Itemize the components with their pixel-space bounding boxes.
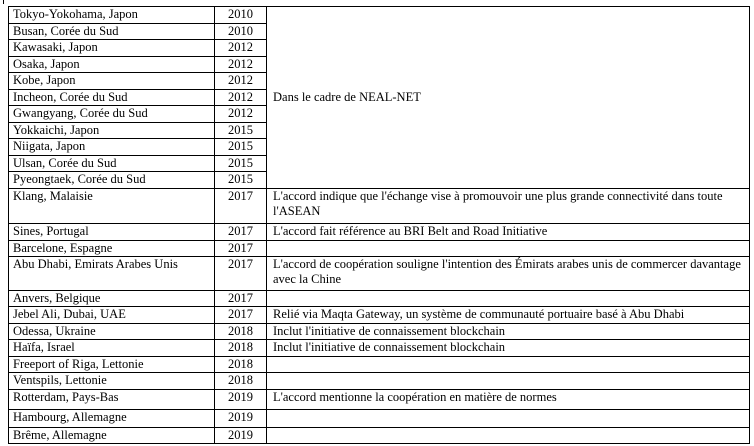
table-row <box>9 340 750 357</box>
table-row <box>9 357 750 373</box>
table-row <box>9 224 750 241</box>
note-cell: Inclut l'initiative de connaissement blockchain <box>267 324 750 340</box>
year-cell: 2018 <box>215 357 267 373</box>
port-cell: Niigata, Japon <box>9 139 215 156</box>
year-cell: 2012 <box>215 40 267 57</box>
port-cell: Brême, Allemagne <box>9 428 215 444</box>
table-row <box>9 324 750 340</box>
port-cell: Jebel Ali, Dubai, UAE <box>9 307 215 324</box>
year-cell: 2017 <box>215 257 267 291</box>
note-cell <box>267 428 750 444</box>
year-cell: 2010 <box>215 24 267 40</box>
table-row <box>9 410 750 428</box>
note-cell: L'accord mentionne la coopération en matière de normes <box>267 390 750 410</box>
year-cell: 2015 <box>215 156 267 172</box>
port-cell: Incheon, Corée du Sud <box>9 90 215 106</box>
port-cell: Yokkaichi, Japon <box>9 123 215 139</box>
port-cell: Hambourg, Allemagne <box>9 410 215 428</box>
year-cell: 2019 <box>215 428 267 444</box>
table-row <box>9 428 750 444</box>
year-cell: 2017 <box>215 241 267 257</box>
year-cell: 2017 <box>215 291 267 307</box>
year-cell: 2012 <box>215 73 267 90</box>
year-cell: 2015 <box>215 139 267 156</box>
page-corner-mark <box>3 0 4 4</box>
note-cell <box>267 410 750 428</box>
note-cell: Dans le cadre de NEAL-NET <box>267 7 750 189</box>
year-cell: 2015 <box>215 172 267 189</box>
port-cell: Ulsan, Corée du Sud <box>9 156 215 172</box>
note-cell: Inclut l'initiative de connaissement blockchain <box>267 340 750 357</box>
year-cell: 2010 <box>215 7 267 24</box>
table-row <box>9 307 750 324</box>
port-cell: Ventspils, Lettonie <box>9 373 215 390</box>
table-row <box>9 291 750 307</box>
year-cell: 2018 <box>215 324 267 340</box>
port-cell: Kobe, Japon <box>9 73 215 90</box>
port-cell: Osaka, Japon <box>9 57 215 73</box>
note-cell: Relié via Maqta Gateway, un système de communauté portuaire basé à Abu Dhabi <box>267 307 750 324</box>
year-cell: 2015 <box>215 123 267 139</box>
year-cell: 2017 <box>215 307 267 324</box>
note-cell <box>267 291 750 307</box>
table-row <box>9 373 750 390</box>
table-row <box>9 390 750 410</box>
port-cell: Klang, Malaisie <box>9 189 215 224</box>
port-cell: Anvers, Belgique <box>9 291 215 307</box>
table-row <box>9 241 750 257</box>
note-cell <box>267 373 750 390</box>
year-cell: 2018 <box>215 340 267 357</box>
port-cell: Gwangyang, Corée du Sud <box>9 106 215 123</box>
year-cell: 2012 <box>215 57 267 73</box>
port-cell: Haïfa, Israel <box>9 340 215 357</box>
port-cell: Abu Dhabi, Emirats Arabes Unis <box>9 257 215 291</box>
note-cell: L'accord de coopération souligne l'intention des Émirats arabes unis de commercer davantage avec la Chine <box>267 257 750 291</box>
year-cell: 2019 <box>215 410 267 428</box>
note-cell <box>267 241 750 257</box>
year-cell: 2012 <box>215 106 267 123</box>
port-cell: Freeport of Riga, Lettonie <box>9 357 215 373</box>
port-cell: Rotterdam, Pays-Bas <box>9 390 215 410</box>
year-cell: 2018 <box>215 373 267 390</box>
port-agreements-table <box>8 6 750 444</box>
note-cell: L'accord indique que l'échange vise à promouvoir une plus grande connectivité dans toute l'ASEAN <box>267 189 750 224</box>
table-row <box>9 7 750 24</box>
port-cell: Pyeongtaek, Corée du Sud <box>9 172 215 189</box>
port-cell: Odessa, Ukraine <box>9 324 215 340</box>
table-row <box>9 189 750 224</box>
note-cell: L'accord fait référence au BRI Belt and Road Initiative <box>267 224 750 241</box>
port-cell: Tokyo-Yokohama, Japon <box>9 7 215 24</box>
port-cell: Barcelone, Espagne <box>9 241 215 257</box>
table-row <box>9 257 750 291</box>
year-cell: 2017 <box>215 224 267 241</box>
port-cell: Kawasaki, Japon <box>9 40 215 57</box>
year-cell: 2017 <box>215 189 267 224</box>
port-cell: Sines, Portugal <box>9 224 215 241</box>
port-cell: Busan, Corée du Sud <box>9 24 215 40</box>
year-cell: 2012 <box>215 90 267 106</box>
note-cell <box>267 357 750 373</box>
year-cell: 2019 <box>215 390 267 410</box>
